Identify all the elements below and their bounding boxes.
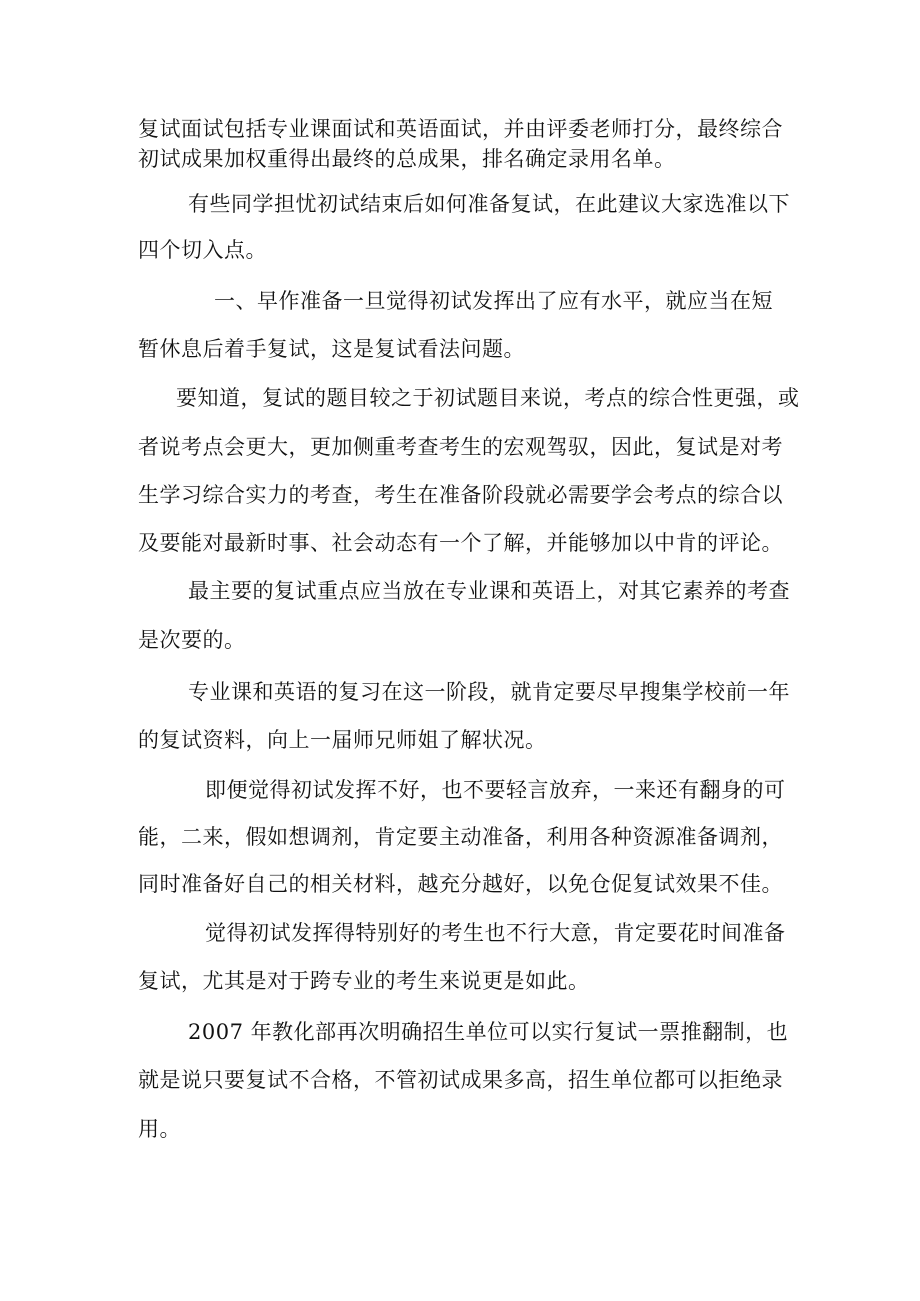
text-line: 用。 (138, 1117, 181, 1141)
text-line: 专业课和英语的复习在这一阶段，就肯定要尽早搜集学校前一年 (188, 680, 790, 704)
text-line: 暂休息后着手复试，这是复试看法问题。 (138, 337, 525, 361)
text-line: 者说考点会更大，更加侧重考查考生的宏观驾驭，因此，复试是对考 (138, 435, 783, 459)
text-line: 复试，尤其是对于跨专业的考生来说更是如此。 (138, 969, 590, 993)
text-line: 即便觉得初试发挥不好，也不要轻言放弃，一来还有翻身的可 (205, 778, 786, 802)
text-line: 2007 年教化部再次明确招生单位可以实行复试一票推翻制，也 (188, 1020, 789, 1044)
text-line: 同时准备好自己的相关材料，越充分越好，以免仓促复试效果不佳。 (138, 872, 783, 896)
text-line: 是次要的。 (138, 628, 246, 652)
text-line: 有些同学担忧初试结束后如何准备复试，在此建议大家选准以下 (188, 192, 790, 216)
text-line: 及要能对最新时事、社会动态有一个了解，并能够加以中肯的评论。 (138, 531, 783, 555)
text-line: 觉得初试发挥得特别好的考生也不行大意，肯定要花时间准备 (205, 921, 786, 945)
text-line: 就是说只要复试不合格，不管初试成果多高，招生单位都可以拒绝录 (138, 1068, 783, 1092)
text-line: 一、早作准备一旦觉得初试发挥出了应有水平，就应当在短 (214, 289, 773, 313)
text-line: 要知道，复试的题目较之于初试题目来说，考点的综合性更强，或 (176, 386, 800, 410)
text-line: 初试成果加权重得出最终的总成果，排名确定录用名单。 (138, 147, 676, 171)
text-line: 的复试资料，向上一届师兄师姐了解状况。 (138, 728, 547, 752)
text-line: 最主要的复试重点应当放在专业课和英语上，对其它素养的考查 (188, 579, 790, 603)
text-line: 四个切入点。 (138, 238, 267, 262)
text-line: 复试面试包括专业课面试和英语面试，并由评委老师打分，最终综合 (138, 117, 783, 141)
text-line: 能，二来，假如想调剂，肯定要主动准备，利用各种资源准备调剂， (138, 825, 783, 849)
text-line: 生学习综合实力的考查，考生在准备阶段就必需要学会考点的综合以 (138, 483, 783, 507)
